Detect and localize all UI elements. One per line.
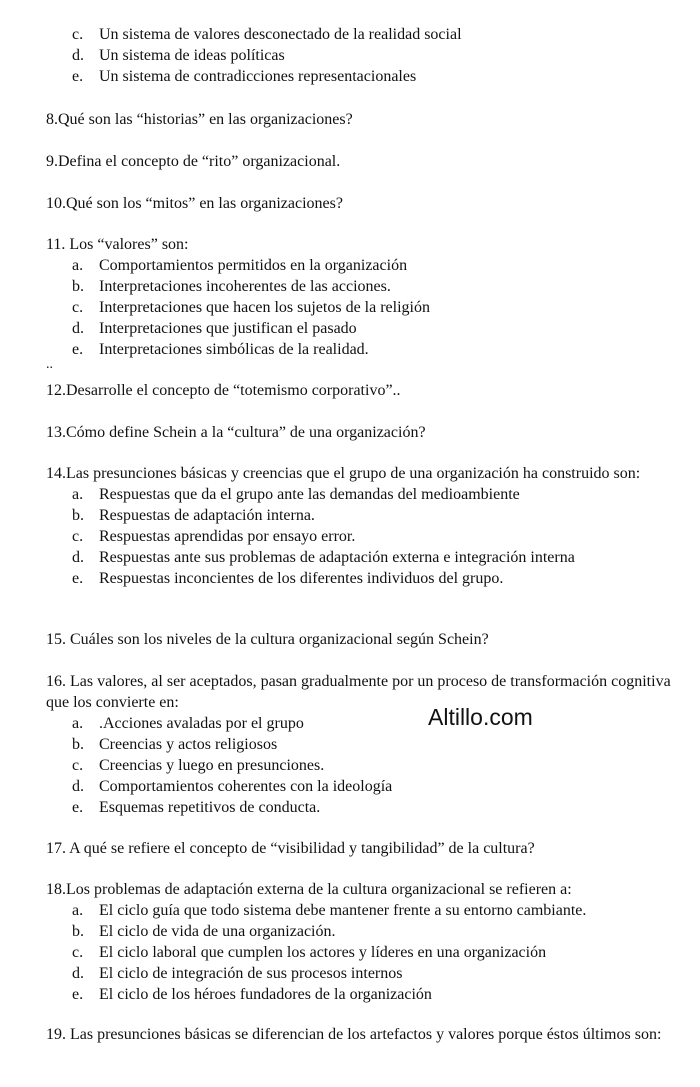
question-10	[46, 193, 686, 214]
option-b	[72, 276, 686, 297]
option-text: El ciclo de los héroes fundadores de la organización	[99, 986, 432, 1003]
question-prompt: 9.Defina el concepto de “rito” organizacional.	[46, 153, 341, 170]
option-text: Creencias y actos religiosos	[99, 736, 278, 753]
option-b	[72, 921, 686, 942]
option-text: Un sistema de ideas políticas	[99, 47, 285, 64]
option-letter: b.	[72, 736, 84, 753]
question-prompt: 12.Desarrolle el concepto de “totemismo corporativo”..	[46, 382, 401, 399]
option-d	[72, 776, 686, 797]
question-prompt: 18.Los problemas de adaptación externa de la cultura organizacional se refieren a:	[46, 881, 572, 898]
option-text: .Acciones avaladas por el grupo	[99, 715, 304, 732]
option-text: Creencias y luego en presunciones.	[99, 757, 325, 774]
option-letter: a.	[72, 486, 84, 503]
option-letter: c.	[72, 944, 84, 961]
altillo-watermark: Altillo.com	[428, 704, 533, 730]
option-text: Un sistema de contradicciones representacionales	[99, 68, 417, 85]
option-a	[72, 255, 686, 276]
option-letter: e.	[72, 799, 84, 816]
option-d	[72, 318, 686, 339]
option-text: Un sistema de valores desconectado de la realidad social	[99, 26, 462, 43]
option-text: Interpretaciones simbólicas de la realidad.	[99, 341, 369, 358]
question-11	[46, 234, 686, 360]
question-prompt: 8.Qué son las “historias” en las organizaciones?	[46, 111, 353, 128]
option-e	[72, 568, 686, 589]
option-letter: a.	[72, 902, 84, 919]
options-list	[72, 484, 686, 589]
option-d	[72, 963, 686, 984]
carryover-options-list	[72, 24, 462, 87]
options-list	[72, 713, 686, 818]
option-c	[72, 297, 686, 318]
option-c	[72, 942, 686, 963]
option-letter: e.	[72, 68, 84, 85]
option-letter: b.	[72, 507, 84, 524]
option-text: El ciclo guía que todo sistema debe mantener frente a su entorno cambiante.	[99, 902, 587, 919]
option-text: Comportamientos permitidos en la organización	[99, 257, 408, 274]
option-text: El ciclo laboral que cumplen los actores y líderes en una organización	[99, 944, 547, 961]
question-prompt: 15. Cuáles son los niveles de la cultura organizacional según Schein?	[46, 631, 489, 648]
option-d	[72, 547, 686, 568]
option-b	[72, 505, 686, 526]
options-list	[72, 255, 686, 360]
option-letter: a.	[72, 257, 84, 274]
option-text: Respuestas inconcientes de los diferentes individuos del grupo.	[99, 570, 504, 587]
option-letter: d.	[72, 549, 84, 566]
option-a	[72, 713, 686, 734]
option-c	[72, 755, 686, 776]
question-prompt: 11. Los “valores” son:	[46, 236, 189, 253]
option-letter: b.	[72, 923, 84, 940]
option-letter: b.	[72, 278, 84, 295]
option-letter: c.	[72, 299, 84, 316]
option-text: Interpretaciones incoherentes de las acciones.	[99, 278, 391, 295]
option-text: Respuestas ante sus problemas de adaptación externa e integración interna	[99, 549, 575, 566]
question-prompt: 19. Las presunciones básicas se diferencian de los artefactos y valores porque éstos últimos son:	[46, 1026, 662, 1043]
question-12	[46, 380, 686, 401]
option-letter: d.	[72, 965, 84, 982]
question-17	[46, 838, 686, 859]
option-text: Esquemas repetitivos de conducta.	[99, 799, 321, 816]
option-letter: d.	[72, 320, 84, 337]
option-e	[72, 339, 686, 360]
question-9	[46, 151, 686, 172]
option-letter: c.	[72, 26, 84, 43]
option-text: El ciclo de integración de sus procesos internos	[99, 965, 403, 982]
stray-dots: ..	[46, 357, 53, 372]
question-8	[46, 109, 686, 130]
option-text: Respuestas de adaptación interna.	[99, 507, 315, 524]
option-letter: e.	[72, 986, 84, 1003]
option-text: El ciclo de vida de una organización.	[99, 923, 336, 940]
question-prompt: 17. A qué se refiere el concepto de “visibilidad y tangibilidad” de la cultura?	[46, 840, 535, 857]
option-letter: d.	[72, 47, 84, 64]
question-18	[46, 879, 686, 1005]
question-prompt: 13.Cómo define Schein a la “cultura” de una organización?	[46, 424, 426, 441]
option-letter: c.	[72, 528, 84, 545]
option-text: Respuestas que da el grupo ante las demandas del medioambiente	[99, 486, 520, 503]
option-e	[72, 797, 686, 818]
question-prompt: 14.Las presunciones básicas y creencias que el grupo de una organización ha construido son:	[46, 465, 641, 482]
option-d	[72, 45, 462, 66]
question-15	[46, 629, 686, 650]
option-e	[72, 984, 686, 1005]
question-16	[46, 671, 686, 818]
option-text: Respuestas aprendidas por ensayo error.	[99, 528, 356, 545]
option-c	[72, 526, 686, 547]
option-text: Comportamientos coherentes con la ideología	[99, 778, 393, 795]
option-text: Interpretaciones que hacen los sujetos de la religión	[99, 299, 430, 316]
question-13	[46, 422, 686, 443]
option-e	[72, 66, 462, 87]
question-14	[46, 463, 686, 589]
option-letter: d.	[72, 778, 84, 795]
option-letter: c.	[72, 757, 84, 774]
question-prompt: 16. Las valores, al ser aceptados, pasan gradualmente por un proceso de transformación cognitiva que los convierte en:	[46, 673, 671, 711]
options-list	[72, 900, 686, 1005]
option-letter: e.	[72, 570, 84, 587]
option-text: Interpretaciones que justifican el pasado	[99, 320, 357, 337]
option-letter: e.	[72, 341, 84, 358]
question-prompt: 10.Qué son los “mitos” en las organizaciones?	[46, 195, 343, 212]
option-a	[72, 484, 686, 505]
option-letter: a.	[72, 715, 84, 732]
option-b	[72, 734, 686, 755]
option-a	[72, 900, 686, 921]
question-19	[46, 1024, 686, 1045]
option-c	[72, 24, 462, 45]
